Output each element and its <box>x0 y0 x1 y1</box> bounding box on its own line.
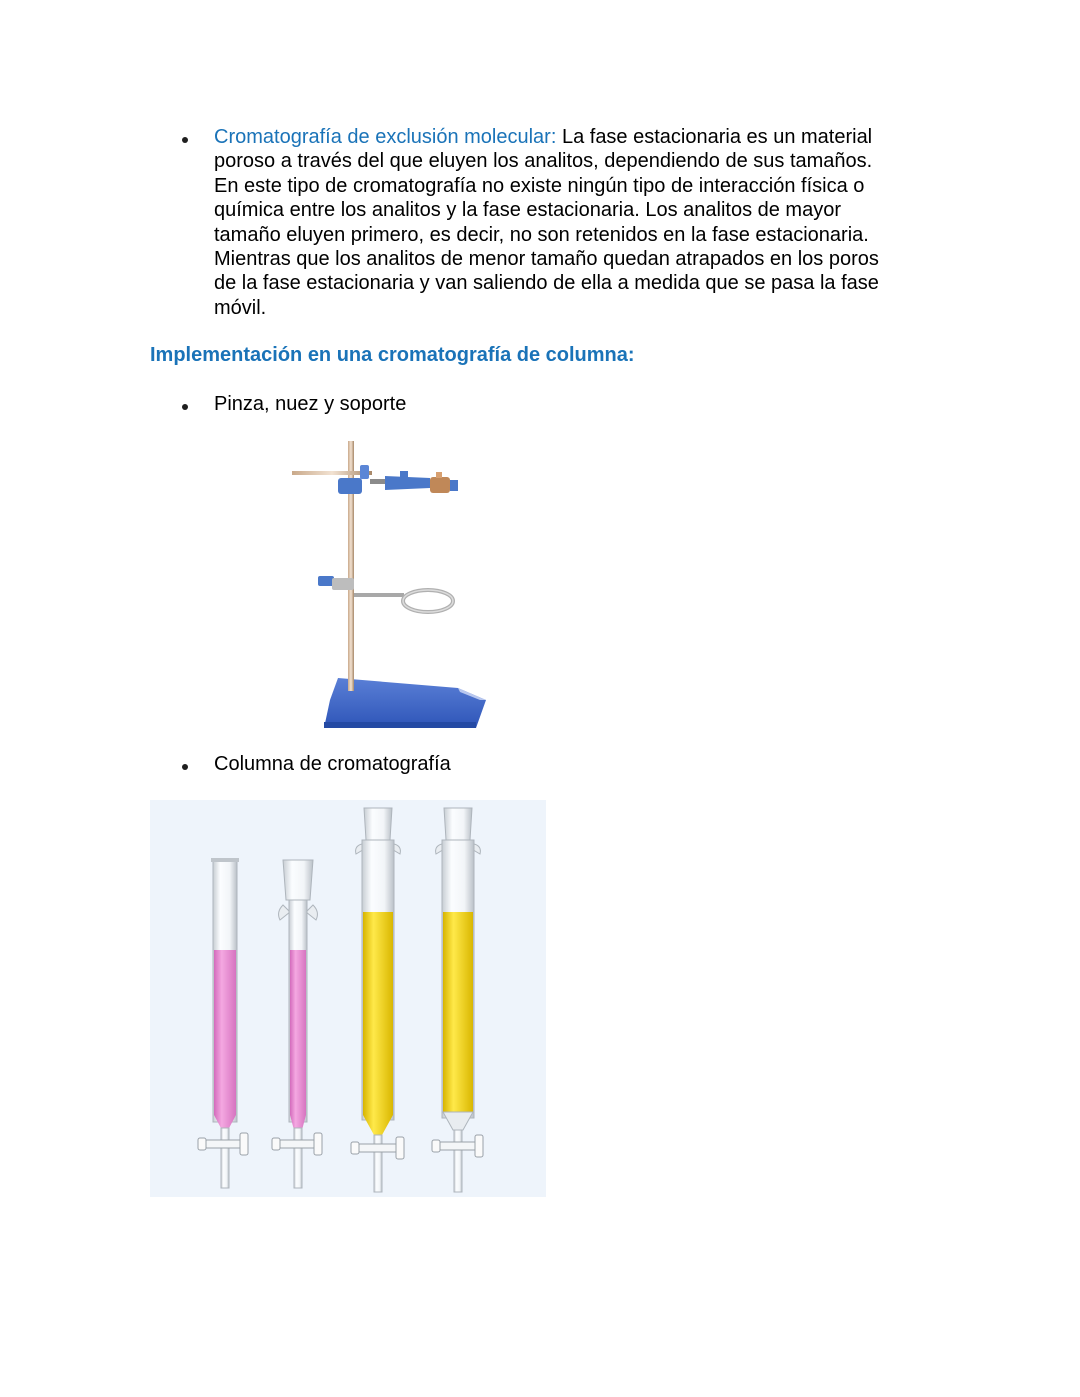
section-heading: Implementación en una cromatografía de columna: <box>150 344 635 366</box>
lab-stand-illustration <box>290 438 490 733</box>
list-item-stand: Pinza, nuez y soporte <box>214 393 407 415</box>
paragraph-line-7: de la fase estacionaria y van saliendo de ella a medida que se pasa la fase <box>214 272 879 295</box>
paragraph-line-8: móvil. <box>214 296 267 319</box>
exclusion-term: Cromatografía de exclusión molecular: <box>214 126 557 148</box>
exclusion-paragraph <box>214 125 929 320</box>
bullet-dot <box>182 404 188 410</box>
bullet-dot <box>182 764 188 770</box>
paragraph-line-3: En este tipo de cromatografía no existe ningún tipo de interacción física o <box>214 174 865 197</box>
paragraph-line-6: Mientras que los analitos de menor tamaño quedan atrapados en los poros <box>214 248 879 271</box>
chromatography-columns-illustration <box>150 800 546 1197</box>
bullet-dot <box>182 137 188 143</box>
paragraph-line-4: química entre los analitos y la fase estacionaria. Los analitos de mayor <box>214 199 842 222</box>
list-item-column: Columna de cromatografía <box>214 753 451 775</box>
paragraph-line-1: Cromatografía de exclusión molecular: La fase estacionaria es un material <box>214 126 873 148</box>
paragraph-line-5: tamaño eluyen primero, es decir, no son retenidos en la fase estacionaria. <box>214 223 869 246</box>
paragraph-line-2: poroso a través del que eluyen los analitos, dependiendo de sus tamaños. <box>214 150 873 173</box>
